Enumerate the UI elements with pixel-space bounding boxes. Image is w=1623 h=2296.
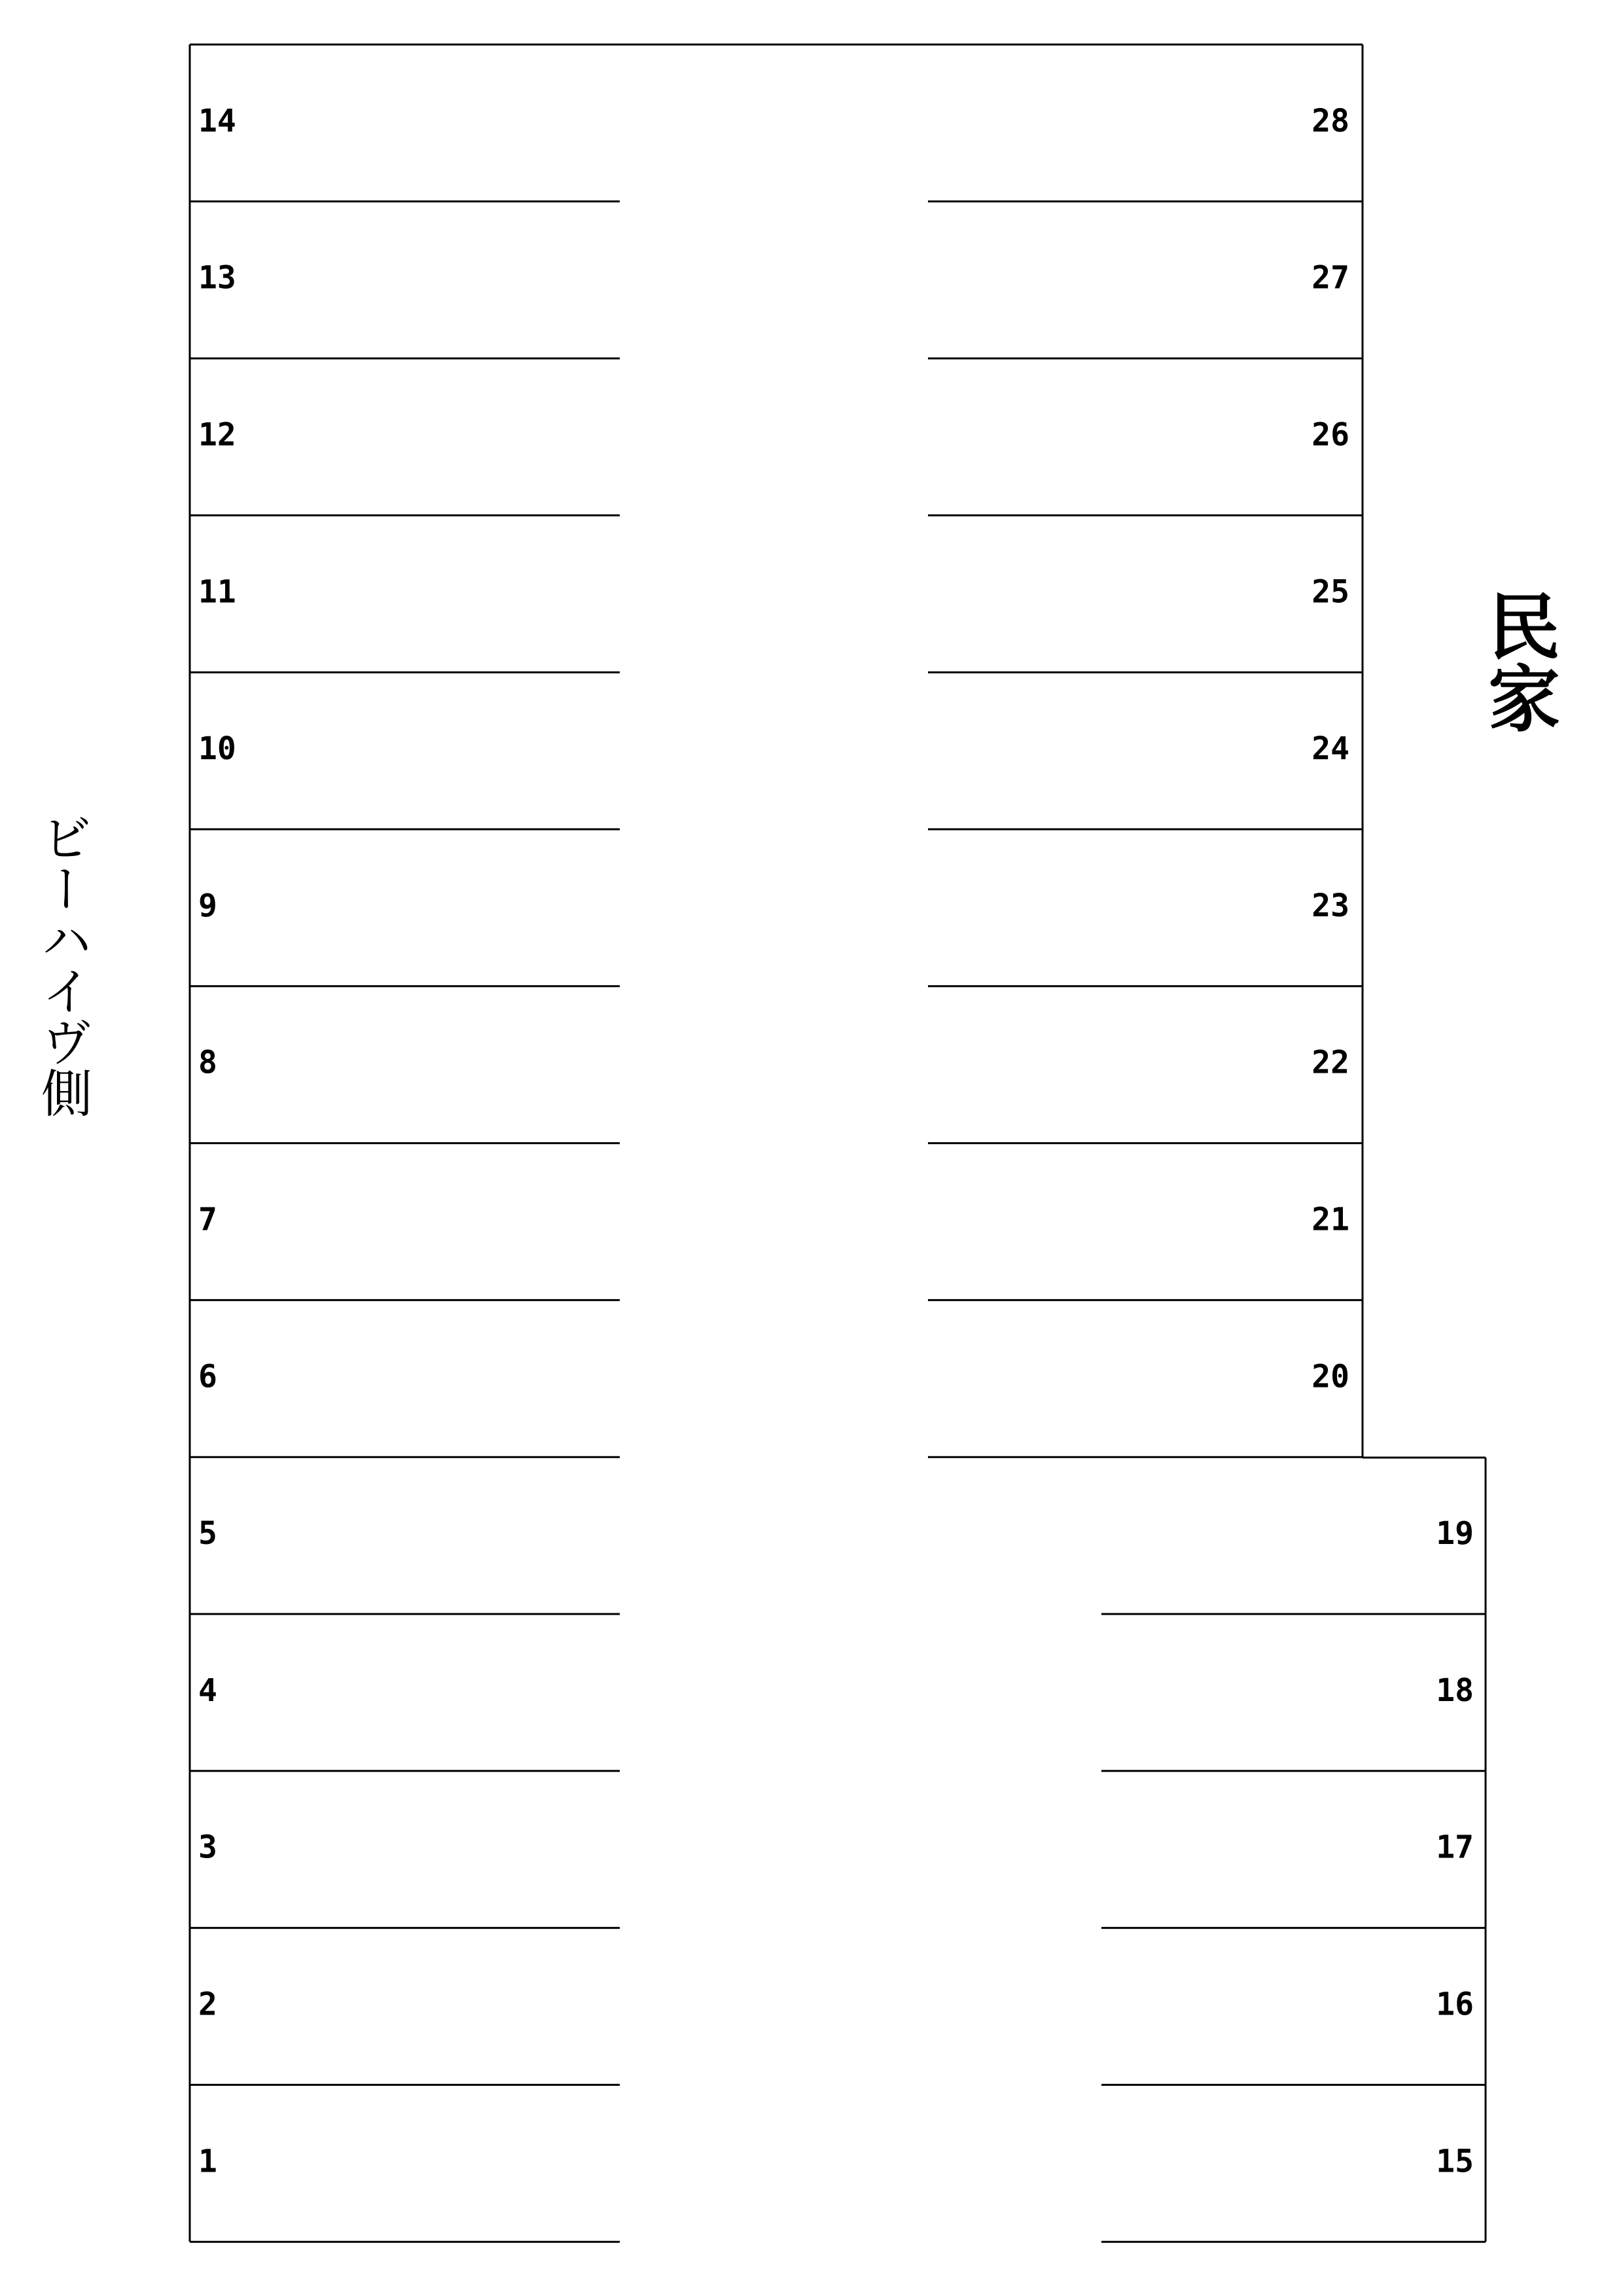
spot-number: 25 bbox=[1311, 573, 1349, 611]
spot-number: 16 bbox=[1436, 1986, 1474, 2023]
spot-number: 8 bbox=[198, 1044, 217, 1081]
spot-number: 5 bbox=[198, 1515, 217, 1552]
spot-number: 1 bbox=[198, 2143, 217, 2180]
spot-number: 12 bbox=[198, 416, 236, 454]
spot-number: 18 bbox=[1436, 1672, 1474, 1709]
spot-number: 14 bbox=[198, 102, 236, 139]
spot-number: 19 bbox=[1436, 1515, 1474, 1552]
spot-number: 21 bbox=[1311, 1201, 1349, 1238]
spot-number: 4 bbox=[198, 1672, 217, 1709]
spot-number: 6 bbox=[198, 1358, 217, 1395]
spot-number: 13 bbox=[198, 259, 236, 296]
spot-number: 23 bbox=[1311, 887, 1349, 924]
spot-number: 27 bbox=[1311, 259, 1349, 296]
spot-number: 24 bbox=[1311, 730, 1349, 768]
beehive-side-label bbox=[26, 812, 98, 1118]
spot-number: 17 bbox=[1436, 1829, 1474, 1866]
spot-number: 28 bbox=[1311, 102, 1349, 139]
spot-numbers bbox=[198, 103, 1474, 2179]
spot-dividers bbox=[190, 202, 1486, 2242]
spot-number: 10 bbox=[198, 730, 236, 768]
spot-number: 20 bbox=[1311, 1358, 1349, 1395]
spot-number: 9 bbox=[198, 887, 217, 924]
private-house-text: 民家 bbox=[1476, 589, 1560, 733]
spot-number: 11 bbox=[198, 573, 236, 611]
spot-number: 3 bbox=[198, 1829, 217, 1866]
spot-number: 15 bbox=[1436, 2143, 1474, 2180]
spot-number: 7 bbox=[198, 1201, 217, 1238]
private-house-label bbox=[1466, 589, 1571, 733]
spot-number: 22 bbox=[1311, 1044, 1349, 1081]
spot-number: 26 bbox=[1311, 416, 1349, 454]
spot-number: 2 bbox=[198, 1986, 217, 2023]
beehive-side-text: ビーハイヴ側 bbox=[33, 812, 92, 1118]
